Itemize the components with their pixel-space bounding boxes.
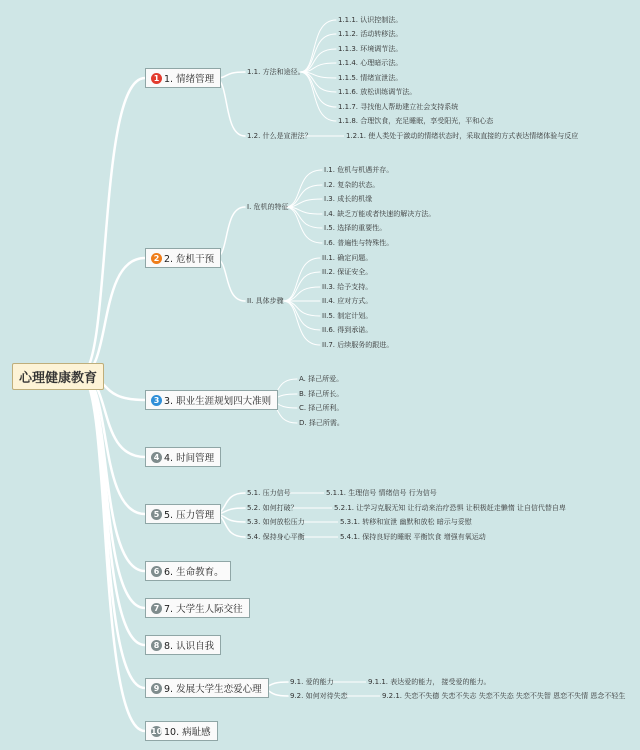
connector-line — [283, 258, 320, 301]
connector-line — [285, 207, 322, 228]
connector-line — [283, 272, 320, 301]
subtopic-crisis-features[interactable]: I. 危机的特征 — [247, 203, 289, 211]
leaf-item[interactable]: I.6. 普遍性与特殊性。 — [324, 239, 394, 247]
leaf-item[interactable]: A. 择己所爱。 — [299, 375, 344, 383]
subtopic-love-ability[interactable]: 9.1. 爱的能力 — [290, 678, 334, 686]
leaf-item[interactable]: 5.1.1. 生理信号 情绪信号 行为信号 — [326, 489, 437, 497]
branch-label: 7. 大学生人际交往 — [164, 604, 243, 615]
subtopic-stress-signal[interactable]: 5.1. 压力信号 — [247, 489, 291, 497]
connector-line — [300, 72, 336, 92]
leaf-item[interactable]: 1.1.4. 心理暗示法。 — [338, 59, 403, 67]
leaf-item[interactable]: 1.1.8. 合理饮食，充足睡眠，享受阳光，平和心态 — [338, 117, 494, 125]
leaf-item[interactable]: II.2. 保证安全。 — [322, 268, 373, 276]
leaf-item[interactable]: 5.4.1. 保持良好的睡眠 平衡饮食 增强有氧运动 — [340, 533, 486, 541]
subtopic-steps[interactable]: II. 具体步骤 — [247, 297, 284, 305]
leaf-item[interactable]: 1.1.7. 寻找他人帮助建立社会支持系统 — [338, 103, 459, 111]
number-4-icon: 4 — [151, 452, 162, 463]
leaf-item[interactable]: 1.2.1. 使人类处于激动的情绪状态时，采取直接的方式表达情绪体验与反应 — [346, 132, 579, 140]
branch-crisis-intervention[interactable] — [145, 248, 221, 268]
connector-line — [300, 34, 336, 72]
leaf-item[interactable]: 9.2.1. 失恋不失德 失恋不失志 失恋不失态 失恋不失智 恩恋不失情 恩念不轻生 — [382, 692, 626, 700]
branch-emotion-management[interactable] — [145, 68, 221, 88]
leaf-item[interactable]: I.5. 选择的重要性。 — [324, 224, 387, 232]
leaf-item[interactable]: 1.1.6. 放松训练调节法。 — [338, 88, 417, 96]
leaf-item[interactable]: II.5. 制定计划。 — [322, 312, 373, 320]
connector-line — [283, 301, 320, 345]
branch-label: 6. 生命教育。 — [164, 567, 224, 578]
branch-label: 1. 情绪管理 — [164, 74, 215, 85]
subtopic-how-to-break[interactable]: 5.2. 如何打破？ — [247, 504, 298, 512]
leaf-item[interactable]: B. 择己所长。 — [299, 390, 344, 398]
leaf-item[interactable]: 1.1.3. 环境调节法。 — [338, 45, 403, 53]
connector-line — [300, 49, 336, 72]
leaf-item[interactable]: 1.1.2. 活动转移法。 — [338, 30, 403, 38]
number-2-icon: 2 — [151, 253, 162, 264]
branch-label: 5. 压力管理 — [164, 510, 215, 521]
leaf-item[interactable]: II.6. 得到承诺。 — [322, 326, 373, 334]
branch-label: 4. 时间管理 — [164, 453, 215, 464]
number-9-icon: 9 — [151, 683, 162, 694]
leaf-item[interactable]: II.3. 给予支持。 — [322, 283, 373, 291]
subtopic-balance[interactable]: 5.4. 保持身心平衡 — [247, 533, 305, 541]
subtopic-heartbreak[interactable]: 9.2. 如何对待失恋 — [290, 692, 348, 700]
branch-career-planning[interactable] — [145, 390, 278, 410]
leaf-item[interactable]: I.2. 复杂的状态。 — [324, 181, 380, 189]
branch-label: 3. 职业生涯规划四大准则 — [164, 396, 272, 407]
connector-line — [80, 375, 145, 514]
leaf-item[interactable]: 1.1.5. 情绪宣泄法。 — [338, 74, 403, 82]
number-3-icon: 3 — [151, 395, 162, 406]
number-1-icon: 1 — [151, 73, 162, 84]
connector-line — [80, 258, 145, 375]
leaf-item[interactable]: 1.1.1. 认识控制法。 — [338, 16, 403, 24]
subtopic-venting[interactable]: 1.2. 什么是宣泄法？ — [247, 132, 312, 140]
branch-stress-management[interactable] — [145, 504, 221, 524]
connector-line — [300, 72, 336, 107]
branch-label: 9. 发展大学生恋爱心理 — [164, 684, 262, 695]
branch-love-psychology[interactable] — [145, 678, 269, 698]
subtopic-methods[interactable]: 1.1. 方法和途径。 — [247, 68, 305, 76]
number-6-icon: 6 — [151, 566, 162, 577]
branch-self-awareness[interactable] — [145, 635, 221, 655]
branch-interpersonal[interactable] — [145, 598, 250, 618]
number-10-icon: 10 — [151, 726, 163, 736]
leaf-item[interactable]: 5.3.1. 转移和宣泄 幽默和放松 暗示与妥慰 — [340, 518, 472, 526]
branch-stigma[interactable] — [145, 721, 218, 741]
branch-life-education[interactable] — [145, 561, 231, 581]
leaf-item[interactable]: D. 择己所需。 — [299, 419, 344, 427]
leaf-item[interactable]: II.1. 确定问题。 — [322, 254, 373, 262]
subtopic-relax[interactable]: 5.3. 如何放松压力 — [247, 518, 305, 526]
branch-time-management[interactable] — [145, 447, 221, 467]
branch-label: 2. 危机干预 — [164, 254, 215, 265]
leaf-item[interactable]: I.4. 缺乏万能或者快速的解决方法。 — [324, 210, 436, 218]
leaf-item[interactable]: 9.1.1. 表达爱的能力， 接受爱的能力。 — [368, 678, 491, 686]
root-topic[interactable]: 心理健康教育 — [12, 363, 104, 390]
leaf-item[interactable]: 5.2.1. 让学习克服无知 让行动来治疗恐惧 让积极赶走懒惰 让自信代替自卑 — [334, 504, 566, 512]
branch-label: 8. 认识自我 — [164, 641, 215, 652]
connector-line — [285, 185, 322, 207]
connector-line — [80, 375, 145, 731]
number-8-icon: 8 — [151, 640, 162, 651]
number-5-icon: 5 — [151, 509, 162, 520]
leaf-item[interactable]: II.7. 后续服务的跟进。 — [322, 341, 394, 349]
leaf-item[interactable]: II.4. 应对方式。 — [322, 297, 373, 305]
leaf-item[interactable]: I.3. 成长的机缘 — [324, 195, 373, 203]
leaf-item[interactable]: C. 择己所利。 — [299, 404, 344, 412]
branch-label: 10. 病耻感 — [164, 727, 211, 738]
leaf-item[interactable]: I.1. 危机与机遇并存。 — [324, 166, 394, 174]
number-7-icon: 7 — [151, 603, 162, 614]
connector-line — [80, 78, 145, 375]
